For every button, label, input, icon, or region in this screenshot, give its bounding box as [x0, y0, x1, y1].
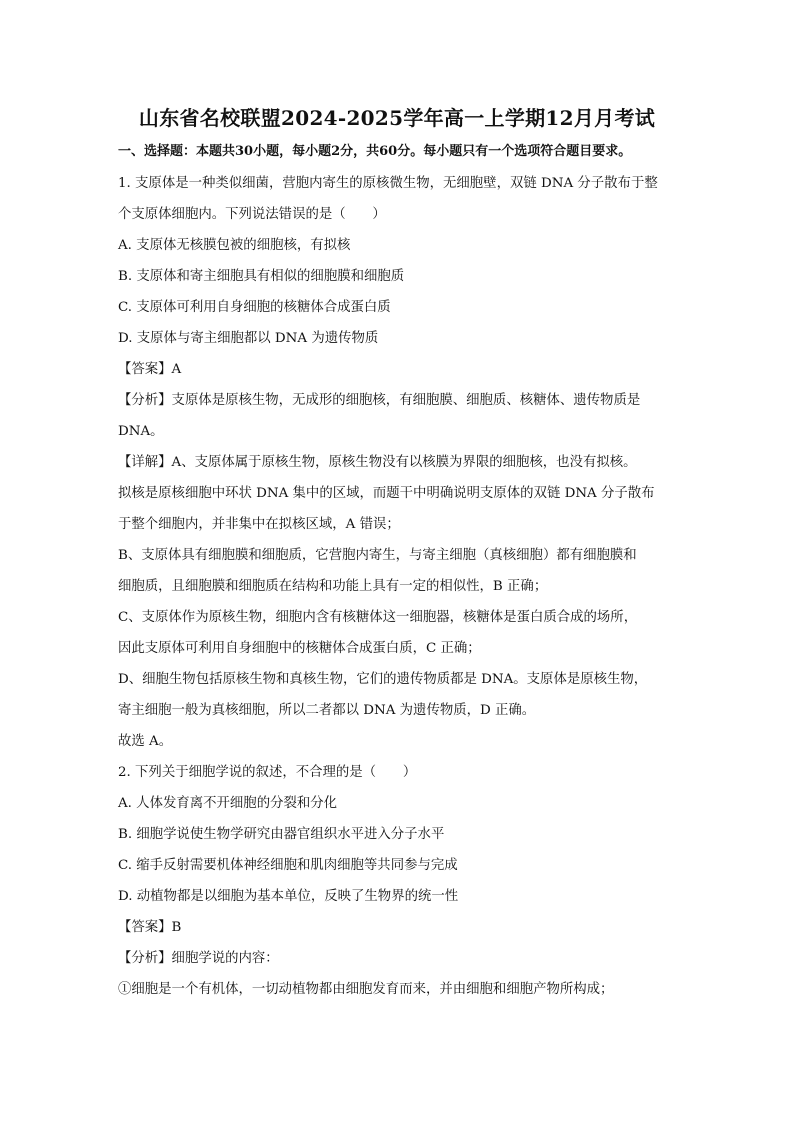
section-instructions: 一、选择题：本题共30小题，每小题2分，共60分。每小题只有一个选项符合题目要求。 — [118, 144, 632, 159]
q1-detail-line-3: 于整个细胞内，并非集中在拟核区域，A 错误； — [118, 517, 400, 532]
q1-analysis-line-2: DNA。 — [118, 424, 164, 439]
q2-option-d: D. 动植物都是以细胞为基本单位，反映了生物界的统一性 — [118, 889, 459, 904]
q1-detail-line-4: B、支原体具有细胞膜和细胞质，它营胞内寄生，与寄主细胞（真核细胞）都有细胞膜和 — [118, 548, 637, 563]
q1-stem-line-1: 1. 支原体是一种类似细菌，营胞内寄生的原核微生物，无细胞壁，双链 DNA 分子散布于整 — [118, 176, 658, 191]
q1-detail-line-2: 拟核是原核细胞中环状 DNA 集中的区域，而题干中明确说明支原体的双链 DNA 分子散布 — [118, 486, 655, 501]
q1-detail-line-9: 寄主细胞一般为真核细胞，所以二者都以 DNA 为遗传物质，D 正确。 — [118, 703, 536, 718]
q1-detail-line-6: C、支原体作为原核生物，细胞内含有核糖体这一细胞器，核糖体是蛋白质合成的场所， — [118, 610, 638, 625]
q1-stem-line-2: 个支原体细胞内。下列说法错误的是（ ） — [118, 207, 386, 222]
q1-detail-line-5: 细胞质，且细胞膜和细胞质在结构和功能上具有一定的相似性，B 正确； — [118, 579, 548, 594]
q2-analysis-line-1: 【分析】细胞学说的内容： — [118, 951, 279, 966]
q2-answer: 【答案】B — [118, 920, 182, 935]
q1-detail-line-7: 因此支原体可利用自身细胞中的核糖体合成蛋白质，C 正确； — [118, 641, 481, 656]
question-content — [118, 168, 676, 1005]
q1-option-c: C. 支原体可利用自身细胞的核糖体合成蛋白质 — [118, 300, 391, 315]
q1-option-a: A. 支原体无核膜包被的细胞核，有拟核 — [118, 238, 351, 253]
q1-analysis-line-1: 【分析】支原体是原核生物，无成形的细胞核，有细胞膜、细胞质、核糖体、遗传物质是 — [118, 393, 641, 408]
q1-option-d: D. 支原体与寄主细胞都以 DNA 为遗传物质 — [118, 331, 379, 346]
q1-detail-line-1: 【详解】A、支原体属于原核生物，原核生物没有以核膜为界限的细胞核，也没有拟核。 — [118, 455, 637, 470]
document-title: 山东省名校联盟2024-2025学年高一上学期12月月考试 — [138, 106, 656, 130]
q2-option-a: A. 人体发育离不开细胞的分裂和分化 — [118, 796, 338, 811]
q2-option-c: C. 缩手反射需要机体神经细胞和肌肉细胞等共同参与完成 — [118, 858, 458, 873]
q1-answer: 【答案】A — [118, 362, 182, 377]
q2-stem: 2. 下列关于细胞学说的叙述，不合理的是（ ） — [118, 765, 417, 780]
q2-analysis-line-2: ①细胞是一个有机体，一切动植物都由细胞发育而来，并由细胞和细胞产物所构成； — [118, 982, 614, 997]
q2-option-b: B. 细胞学说使生物学研究由器官组织水平进入分子水平 — [118, 827, 445, 842]
q1-conclusion: 故选 A。 — [118, 734, 173, 749]
q1-option-b: B. 支原体和寄主细胞具有相似的细胞膜和细胞质 — [118, 269, 405, 284]
q1-detail-line-8: D、细胞生物包括原核生物和真核生物，它们的遗传物质都是 DNA。支原体是原核生物， — [118, 672, 648, 687]
